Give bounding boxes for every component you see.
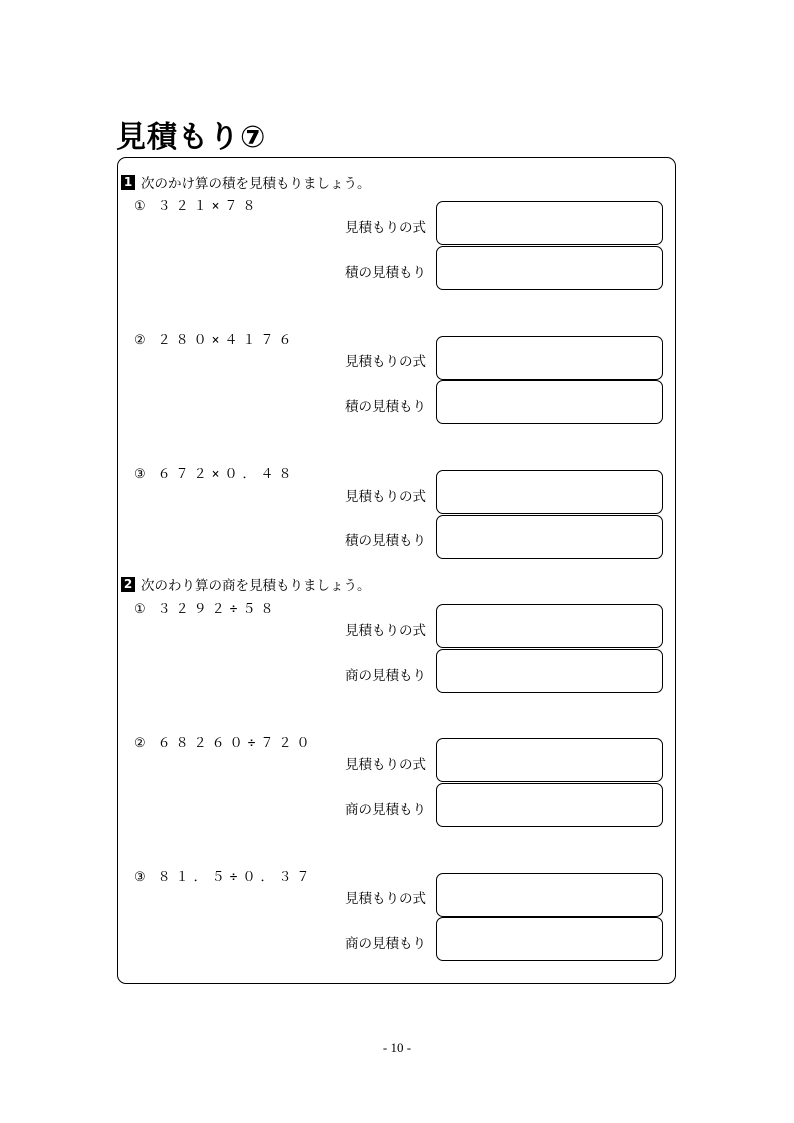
estimate-expression-answer-box[interactable] [436,336,663,380]
problem-1-2 [134,329,296,348]
estimate-expression-label: 見積もりの式 [345,623,426,639]
problem-mark: ① [134,199,146,214]
problem-mark: ① [134,602,146,617]
problem-mark: ③ [134,467,146,482]
section-instruction: 次のかけ算の積を見積もりましょう。 [141,176,371,192]
problem-2-1 [134,598,278,617]
estimate-expression-answer-box[interactable] [436,201,663,245]
estimate-expression-label: 見積もりの式 [345,354,426,370]
problem-1-3 [134,463,296,482]
section-number-badge: 2 [121,577,135,592]
estimate-result-answer-box[interactable] [436,783,663,827]
problem-expression: ６７２×０．４８ [157,467,297,482]
estimate-expression-label: 見積もりの式 [345,489,426,505]
problem-mark: ③ [134,870,146,885]
estimate-result-answer-box[interactable] [436,917,663,961]
estimate-result-answer-box[interactable] [436,380,663,424]
estimate-result-label: 商の見積もり [345,936,426,952]
section-number-badge: 1 [121,175,135,190]
problem-mark: ② [134,333,146,348]
section-2-header [121,574,371,594]
estimate-result-answer-box[interactable] [436,649,663,693]
estimate-result-label: 商の見積もり [345,802,426,818]
estimate-expression-label: 見積もりの式 [345,220,426,236]
problem-2-3 [134,866,314,885]
section-1-header [121,172,371,192]
problem-mark: ② [134,736,146,751]
estimate-expression-answer-box[interactable] [436,604,663,648]
page-number: - 10 - [382,1040,412,1055]
estimate-result-label: 商の見積もり [345,668,426,684]
estimate-result-label: 積の見積もり [345,399,426,415]
estimate-expression-label: 見積もりの式 [345,891,426,907]
section-instruction: 次のわり算の商を見積もりましょう。 [141,578,371,594]
problem-expression: ３２１×７８ [157,199,261,214]
estimate-result-label: 積の見積もり [345,533,426,549]
estimate-expression-label: 見積もりの式 [345,757,426,773]
problem-1-1 [134,195,260,214]
estimate-result-answer-box[interactable] [436,515,663,559]
problem-expression: ３２９２÷５８ [157,602,279,617]
problem-expression: ２８０×４１７６ [157,333,297,348]
problem-expression: ６８２６０÷７２０ [157,736,315,751]
estimate-expression-answer-box[interactable] [436,470,663,514]
estimate-expression-answer-box[interactable] [436,873,663,917]
estimate-result-label: 積の見積もり [345,265,426,281]
estimate-expression-answer-box[interactable] [436,738,663,782]
problem-2-2 [134,732,314,751]
problem-expression: ８１．５÷０．３７ [157,870,315,885]
page-title: 見積もり⑦ [116,120,267,155]
estimate-result-answer-box[interactable] [436,246,663,290]
